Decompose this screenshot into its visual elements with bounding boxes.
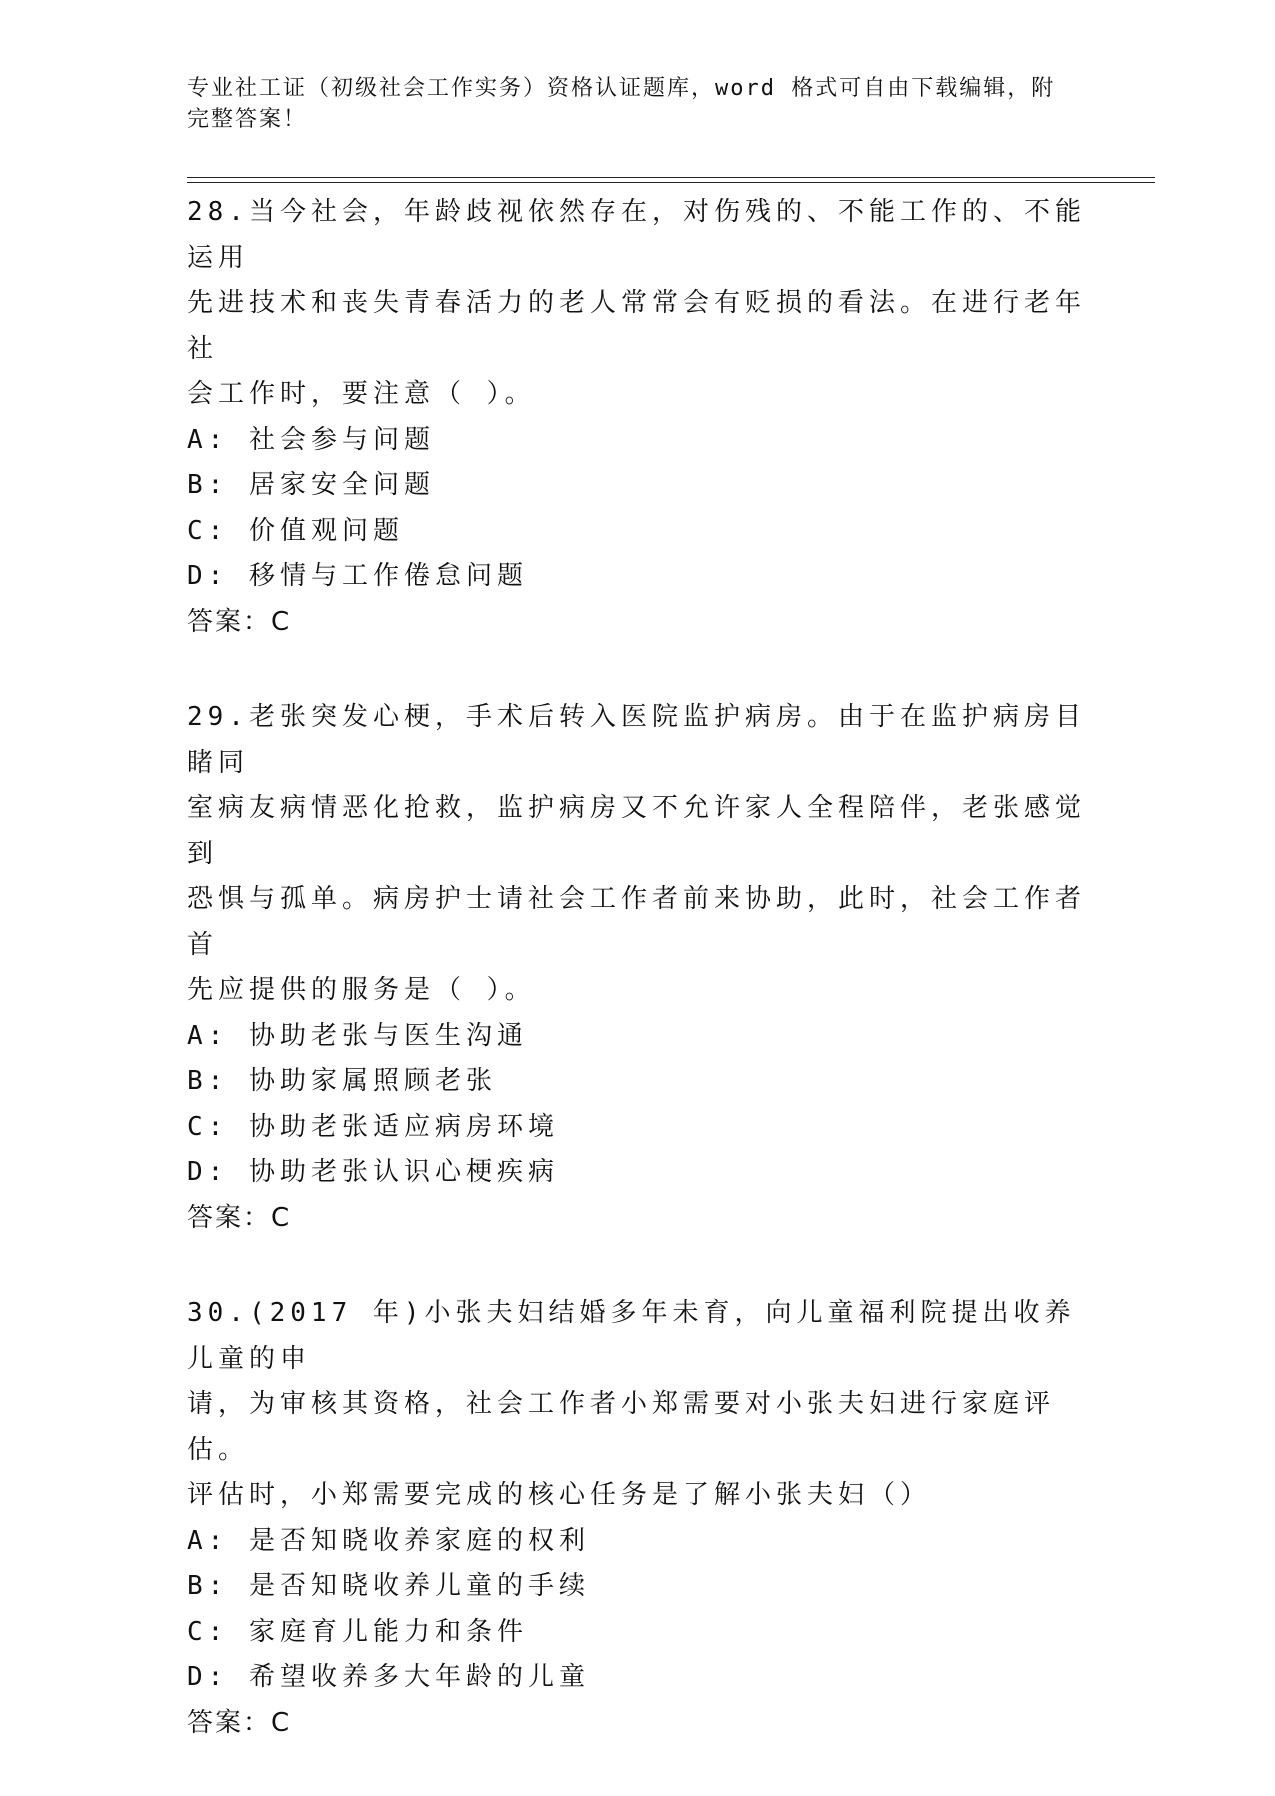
- option-c: C: 家庭育儿能力和条件: [187, 1616, 528, 1647]
- question-stem-line: 评估时，小郑需要完成的核心任务是了解小张夫妇（）: [187, 1480, 932, 1510]
- question-stem-line: 请，为审核其资格，社会工作者小郑需要对小张夫妇进行家庭评估。: [187, 1389, 1056, 1465]
- option-c: C: 协助老张适应病房环境: [187, 1111, 559, 1142]
- question-30: [187, 1291, 1087, 1746]
- option-d: D: 希望收养多大年龄的儿童: [187, 1662, 590, 1692]
- question-stem-line: 恐惧与孤单。病房护士请社会工作者前来协助，此时，社会工作者首: [187, 884, 1087, 960]
- answer-line: 答案：C: [187, 1202, 292, 1233]
- question-stem-line: 30.(2017 年)小张夫妇结婚多年未育，向儿童福利院提出收养儿童的申: [187, 1298, 1076, 1374]
- document-page: [187, 0, 1157, 1738]
- question-28: [187, 190, 1087, 645]
- answer-line: 答案：C: [187, 606, 292, 637]
- option-b: B: 是否知晓收养儿童的手续: [187, 1571, 590, 1601]
- option-c: C: 价值观问题: [187, 515, 404, 546]
- header-line-1: 专业社工证（初级社会工作实务）资格认证题库，word 格式可自由下载编辑，附: [187, 76, 1056, 101]
- option-d: D: 移情与工作倦怠问题: [187, 561, 528, 591]
- option-d: D: 协助老张认识心梗疾病: [187, 1157, 559, 1187]
- question-stem-line: 29.老张突发心梗，手术后转入医院监护病房。由于在监护病房目睹同: [187, 702, 1086, 778]
- header-divider: [187, 177, 1155, 183]
- answer-line: 答案：C: [187, 1707, 292, 1738]
- option-a: A: 协助老张与医生沟通: [187, 1020, 528, 1051]
- document-header: [187, 73, 1067, 135]
- question-stem-line: 先进技术和丧失青春活力的老人常常会有贬损的看法。在进行老年社: [187, 288, 1087, 364]
- option-a: A: 是否知晓收养家庭的权利: [187, 1525, 590, 1556]
- question-stem-line: 会工作时，要注意（ ）。: [187, 379, 536, 409]
- option-b: B: 协助家属照顾老张: [187, 1066, 497, 1096]
- question-stem-line: 28.当今社会，年龄歧视依然存在，对伤残的、不能工作的、不能运用: [187, 197, 1086, 273]
- question-stem-line: 室病友病情恶化抢救，监护病房又不允许家人全程陪伴，老张感觉到: [187, 793, 1087, 869]
- question-stem-line: 先应提供的服务是（ ）。: [187, 975, 536, 1005]
- header-line-2: 完整答案！: [187, 107, 308, 132]
- option-a: A: 社会参与问题: [187, 424, 435, 455]
- question-29: [187, 695, 1087, 1241]
- option-b: B: 居家安全问题: [187, 470, 435, 500]
- question-list: [187, 190, 1087, 1796]
